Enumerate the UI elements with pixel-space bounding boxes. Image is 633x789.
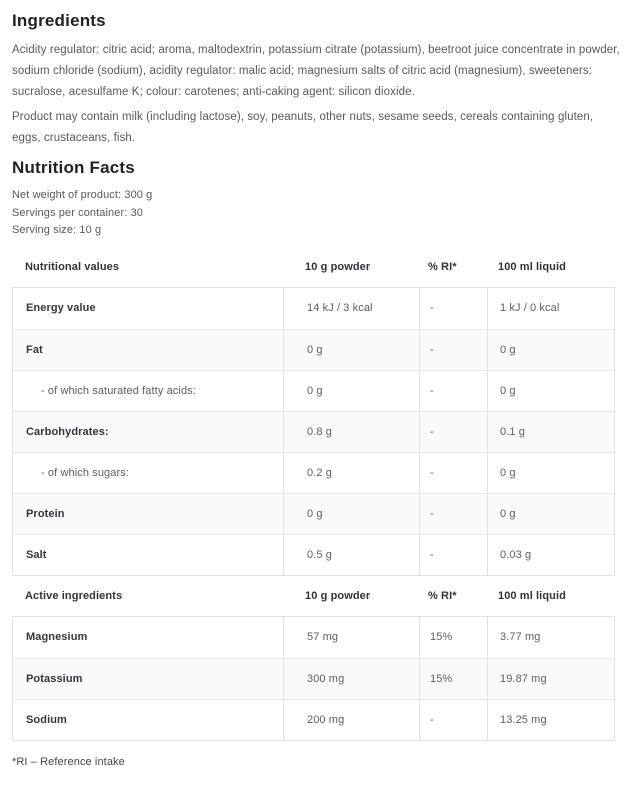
column-header-powder: 10 g powder: [305, 589, 371, 602]
value-ri: -: [419, 330, 487, 370]
row-label: Carbohydrates:: [26, 425, 109, 438]
value-powder: 0.8 g: [283, 412, 419, 452]
column-header-nutritional-values: Nutritional values: [25, 260, 120, 273]
nutritional-values-table: [12, 287, 615, 576]
column-header-liquid: 100 ml liquid: [498, 589, 566, 602]
active-ingredients-table: [12, 616, 615, 741]
value-liquid: 0 g: [487, 330, 614, 370]
value-ri: -: [419, 412, 487, 452]
value-liquid: 3.77 mg: [487, 617, 614, 658]
nutritional-values-table-header: [12, 260, 615, 275]
row-sodium: [13, 699, 614, 740]
value-liquid: 0 g: [487, 453, 614, 493]
nutrition-facts-title: Nutrition Facts: [12, 158, 135, 177]
column-header-powder: 10 g powder: [305, 260, 371, 273]
reference-intake-footnote: *RI – Reference intake: [12, 755, 125, 768]
value-powder: 0.5 g: [283, 535, 419, 575]
value-powder: 14 kJ / 3 kcal: [283, 288, 419, 329]
value-powder: 200 mg: [283, 700, 419, 740]
row-energy-value: [13, 288, 614, 329]
row-label: Energy value: [26, 302, 96, 314]
value-liquid: 1 kJ / 0 kcal: [487, 288, 614, 329]
value-ri: -: [419, 535, 487, 575]
row-protein: [13, 493, 614, 534]
row-potassium: [13, 658, 614, 699]
ingredients-composition-text: Acidity regulator: citric acid; aroma, maltodextrin, potassium citrate (potassium), beetroot juice concentrate in powder, sodium chloride (sodium), acidity regulator: malic acid; magnesium salts of citric acid (magnesium), sweeteners: sucralose, acesulfame K; colour: carotenes; anti-caking agent: silicon dioxide.: [12, 44, 620, 98]
value-ri: 15%: [419, 617, 487, 658]
row-saturated-fatty-acids: [13, 370, 614, 411]
row-label: Fat: [26, 343, 43, 356]
column-header-active-ingredients: Active ingredients: [25, 589, 123, 602]
value-powder: 0 g: [283, 494, 419, 534]
row-fat: [13, 329, 614, 370]
value-ri: -: [419, 494, 487, 534]
value-liquid: 0 g: [487, 494, 614, 534]
column-header-ri: % RI*: [428, 589, 457, 602]
row-label: - of which sugars:: [41, 466, 130, 479]
value-ri: -: [419, 371, 487, 411]
value-powder: 0.2 g: [283, 453, 419, 493]
ingredients-title: Ingredients: [12, 11, 106, 30]
row-salt: [13, 534, 614, 575]
value-powder: 0 g: [283, 371, 419, 411]
row-label: Protein: [26, 507, 65, 520]
value-ri: 15%: [419, 659, 487, 699]
row-sugars: [13, 452, 614, 493]
row-magnesium: [13, 617, 614, 658]
row-label: Sodium: [26, 713, 67, 726]
allergen-warning-text: Product may contain milk (including lactose), soy, peanuts, other nuts, sesame seeds, cereals containing gluten, eggs, crustaceans, fish.: [12, 111, 594, 144]
value-powder: 0 g: [283, 330, 419, 370]
value-ri: -: [419, 700, 487, 740]
servings-per-container: Servings per container: 30: [12, 206, 144, 219]
value-ri: -: [419, 453, 487, 493]
value-liquid: 13.25 mg: [487, 700, 614, 740]
value-liquid: 0.03 g: [487, 535, 614, 575]
value-liquid: 0.1 g: [487, 412, 614, 452]
active-ingredients-table-header: [12, 589, 615, 604]
nutrition-facts-section: [12, 157, 620, 770]
row-label: Salt: [26, 548, 47, 561]
row-label: Potassium: [26, 672, 83, 685]
value-powder: 57 mg: [283, 617, 419, 658]
column-header-ri: % RI*: [428, 260, 457, 273]
serving-size: Serving size: 10 g: [12, 224, 102, 236]
net-weight: Net weight of product: 300 g: [12, 189, 153, 201]
value-liquid: 0 g: [487, 371, 614, 411]
value-powder: 300 mg: [283, 659, 419, 699]
column-header-liquid: 100 ml liquid: [498, 260, 566, 273]
row-label: Magnesium: [26, 631, 88, 643]
value-liquid: 19.87 mg: [487, 659, 614, 699]
row-label: - of which saturated fatty acids:: [41, 384, 196, 397]
serving-info: [12, 187, 620, 240]
row-carbohydrates: [13, 411, 614, 452]
ingredients-section: [12, 10, 620, 149]
value-ri: -: [419, 288, 487, 329]
